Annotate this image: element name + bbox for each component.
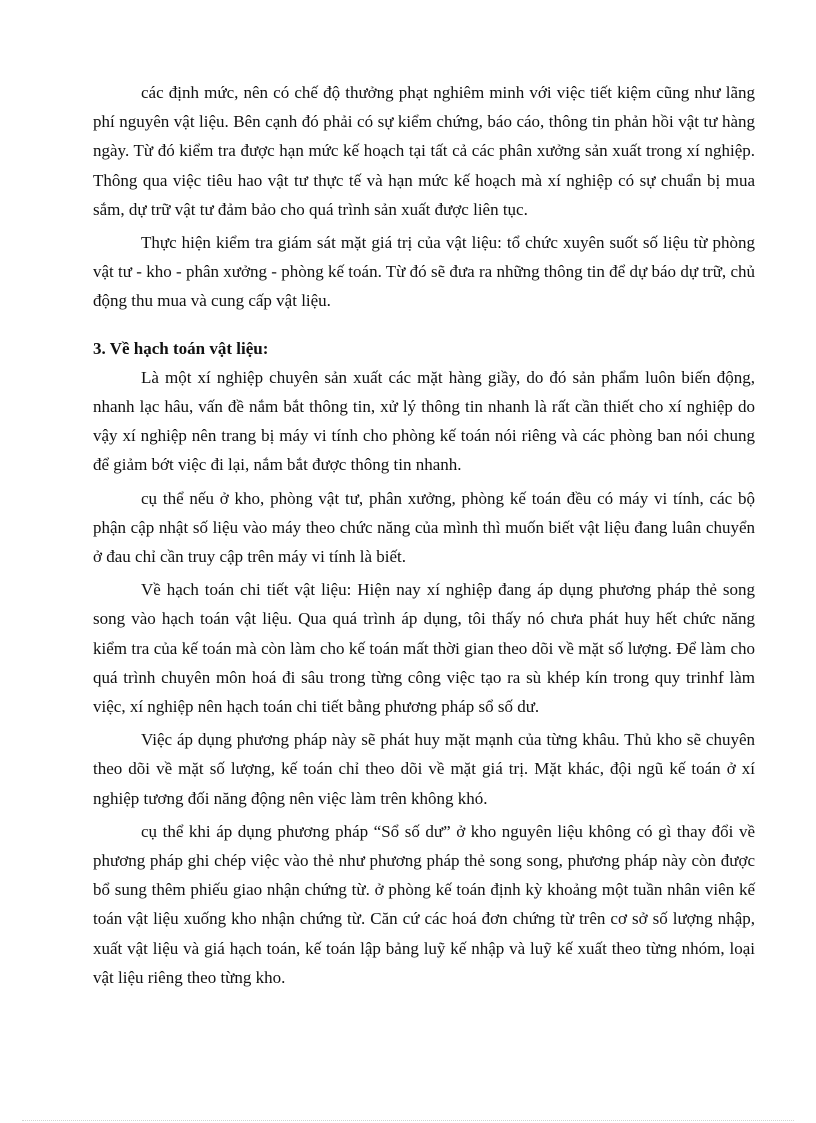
paragraph: cụ thể khi áp dụng phương pháp “Sổ số dư” ở kho nguyên liệu không có gì thay đổi về phương pháp ghi chép việc vào thẻ như phương pháp thẻ song song, phương pháp này còn được bổ sung thêm phiếu giao nhận chứng từ. ở phòng kế toán định kỳ khoảng một tuần nhân viên kế toán vật liệu xuống kho nhận chứng từ. Căn cứ các hoá đơn chứng từ trên cơ sở số lượng nhập, xuất vật liệu và giá hạch toán, kế toán lập bảng luỹ kế nhập và luỹ kế xuất theo từng nhóm, loại vật liệu riêng theo từng kho. [93, 821, 755, 987]
paragraph: Về hạch toán chi tiết vật liệu: Hiện nay xí nghiệp đang áp dụng phương pháp thẻ song song vào hạch toán vật liệu. Qua quá trình áp dụng, tôi thấy nó chưa phát huy hết chức năng kiểm tra của kế toán mà còn làm cho kế toán mất thời gian theo dõi về mặt số lượng. Để làm cho quá trình chuyên môn hoá đi sâu trong từng công việc tạo ra sù khép kín trong quy trinhf làm việc, xí nghiệp nên hạch toán chi tiết bằng phương pháp sổ số dư. [93, 580, 755, 717]
page-bottom-rule [22, 1120, 794, 1121]
paragraph: các định mức, nên có chế độ thưởng phạt nghiêm minh với việc tiết kiệm cũng như lãng phí nguyên vật liệu. Bên cạnh đó phải có sự kiểm chứng, báo cáo, thông tin phản hồi vật tư hàng ngày. Từ đó kiểm tra được hạn mức kế hoạch tại tất cả các phân xưởng sản xuất trong xí nghiệp. Thông qua việc tiêu hao vật tư thực tế và hạn mức kế hoạch mà xí nghiệp có sự chuẩn bị mua sắm, dự trữ vật tư đảm bảo cho quá trình sản xuất được liên tục. [93, 83, 755, 219]
document-body [93, 78, 755, 996]
paragraph: Thực hiện kiểm tra giám sát mặt giá trị của vật liệu: tổ chức xuyên suốt số liệu từ phòng vật tư - kho - phân xưởng - phòng kế toán. Từ đó sẽ đưa ra những thông tin để dự báo dự trữ, chủ động thu mua và cung cấp vật liệu. [93, 233, 755, 311]
paragraph: Là một xí nghiệp chuyên sản xuất các mặt hàng giầy, do đó sản phẩm luôn biến động, nhanh lạc hâu, vấn đề nắm bắt thông tin, xử lý thông tin nhanh là rất cần thiết cho xí nghiệp do vậy xí nghiệp nên trang bị máy vi tính cho phòng kế toán nói riêng và các phòng ban nói chung để giảm bớt việc đi lại, nắm bắt được thông tin nhanh. [93, 367, 755, 475]
paragraph: cụ thể nếu ở kho, phòng vật tư, phân xưởng, phòng kế toán đều có máy vi tính, các bộ phận cập nhật số liệu vào máy theo chức năng của mình thì muốn biết vật liệu đang luân chuyển ở đau chỉ cần truy cập trên máy vi tính là biết. [93, 488, 755, 567]
section-heading: 3. Về hạch toán vật liệu: [93, 338, 269, 358]
paragraph: Việc áp dụng phương pháp này sẽ phát huy mặt mạnh của từng khâu. Thủ kho sẽ chuyên theo dõi về mặt số lượng, kế toán chỉ theo dõi về mặt giá trị. Mặt khác, đội ngũ kế toán ở xí nghiệp tương đối năng động nên việc làm trên không khó. [93, 730, 755, 808]
